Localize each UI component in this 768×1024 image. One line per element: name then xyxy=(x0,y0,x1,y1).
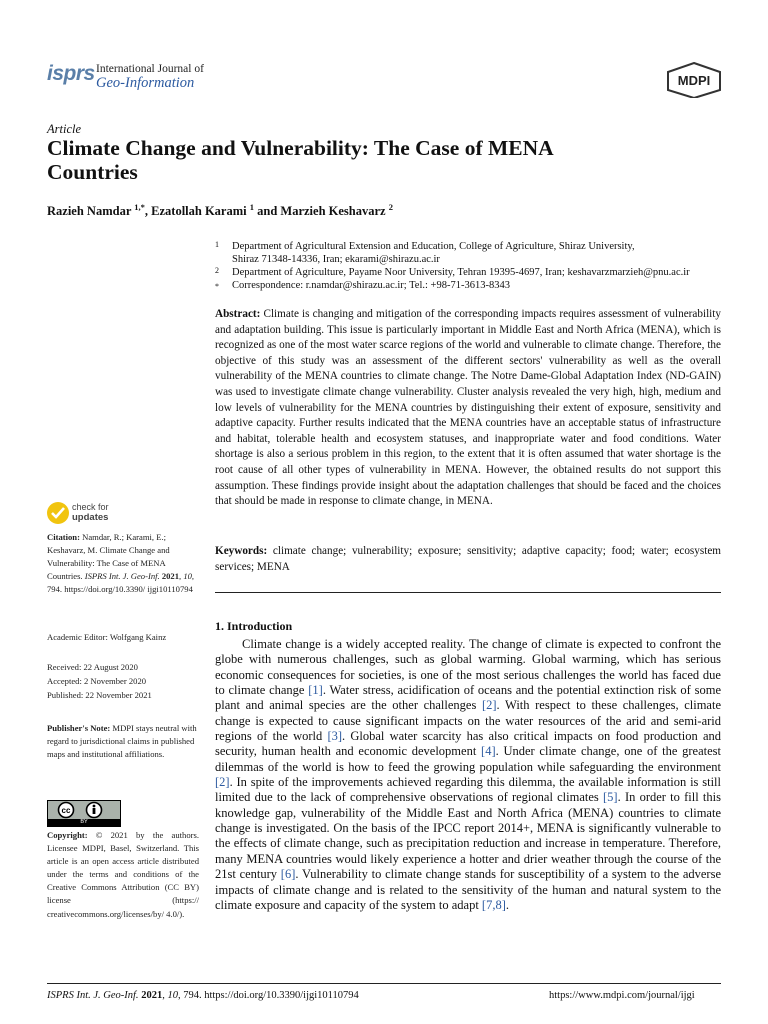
published-date: Published: 22 November 2021 xyxy=(47,690,152,700)
author-name: Ezatollah Karami xyxy=(151,204,247,219)
citation-journal: ISPRS Int. J. Geo-Inf. xyxy=(84,571,160,582)
affiliation-mark: 1 xyxy=(215,240,219,249)
cc-by-label: BY xyxy=(48,819,120,826)
citation-volume: 10 xyxy=(183,571,192,582)
citation-link[interactable]: [1] xyxy=(308,683,323,698)
check-label-line2: updates xyxy=(72,512,109,523)
check-for-updates-badge[interactable] xyxy=(47,502,167,528)
citation-link[interactable]: [2] xyxy=(215,775,230,790)
author-name: Razieh Namdar xyxy=(47,204,132,219)
journal-name-line1: International Journal of xyxy=(96,63,204,75)
author-name: Marzieh Keshavarz xyxy=(280,204,386,219)
abstract xyxy=(215,307,721,510)
check-label-line1: check for xyxy=(72,502,109,512)
keywords-text: climate change; vulnerability; exposure; sensitivity; adaptive capacity; food; water; ecosystem services; MENA xyxy=(215,545,721,573)
author-sup: 1,* xyxy=(134,202,145,212)
checkmark-icon xyxy=(47,502,69,524)
abstract-text: Climate is changing and mitigation of the corresponding impacts requires assessment of vulnerability and adaptation building. This issue is particularly important in Middle East and North Africa (MENA), which is recognized as one of the most water scarce regions of the world and vulnerable to climate change. Therefore, the objective of this study was an assessment of the different sectors' vulnerability as well as the overall vulnerability of the MENA countries to climate change. The Notre Dame-Global Adaptation Index (ND-GAIN) was used to investigate climate change vulnerability. Cluster analysis revealed the very high, high, medium and low levels of vulnerability for the MENA countries by distinguishing their extent of exposure, sensitivity and adaptive capacity. Further results indicated that the MENA countries have an acceptable status of infrastructure and habitat, tolerable health and ecosystem statuses, and inappropriate water and food conditions. Water shortage is also a serious problem in this region, to the extent that it is often assumed that water shortage is the root cause of all other types of vulnerability in MENA. However, the obtained results do not support this assumption. These findings provide insight about the adaptation challenges that should be faced and the choices that should be made in response to climate change, in MENA. xyxy=(215,308,721,508)
affiliation-text: Correspondence: r.namdar@shirazu.ac.ir; Tel.: +98-71-3613-8343 xyxy=(232,280,510,291)
footer-volume: 10 xyxy=(167,990,178,1001)
mdpi-logo-text: MDPI xyxy=(677,73,711,88)
academic-editor: Academic Editor: Wolfgang Kainz xyxy=(47,632,167,642)
copyright-text: © 2021 by the authors. Licensee MDPI, Basel, Switzerland. This article is an open access article distributed under the terms and conditions of the Creative Commons Attribution (CC BY) license (https:// creativecommons.org/licenses/by/ 4.0/). xyxy=(47,830,199,919)
affiliation-text: Shiraz 71348-14336, Iran; ekarami@shirazu.ac.ir xyxy=(232,254,440,265)
footer-year: 2021 xyxy=(141,990,163,1001)
author-sup: 2 xyxy=(388,202,393,212)
journal-name-line2: Geo-Information xyxy=(96,75,195,91)
received-date: Received: 22 August 2020 xyxy=(47,662,138,672)
intro-paragraph: Climate change is a widely accepted reality. The change of climate is expected to confront the globe with numerous challenges, such as global warming. Global warming, which has serious economic consequences for societies, is one of the most serious challenges the world has faced due to climate change [1]. Water stress, acidification of oceans and the potential extinction risk of some plant and animal species are the other challenges [2]. With respect to these challenges, climate change is expected to cause significant impacts on the water resources of the arid and semi-arid regions of the world [3]. Global water scarcity has also critical impacts on food production and security, human health and economic development [4]. Under climate change, one of the greatest dilemmas of the world is how to feed the growing population while safeguarding the environment [2]. In spite of the improvements achieved regarding this dilemma, the available information is still limited due to the lack of comprehensive observations of regional climates [5]. In order to fill this knowledge gap, vulnerability of the Middle East and North Africa (MENA) countries to climate change is investigated. On the basis of the IPCC report 2014+, MENA is significantly vulnerable to the effects of climate change, such as precipitation reduction and increase in temperature. Therefore, many MENA countries would likely experience a hotter and drier weather through the course of the 21st century [6]. Vulnerability to climate change stands for susceptibility of a system to the adverse impacts of climate change and is related to the sensitivity of the human and natural system to the climate exposure and capacity of the system to adapt [7,8]. xyxy=(215,637,722,912)
footer-journal-url[interactable]: https://www.mdpi.com/journal/ijgi xyxy=(549,990,695,1001)
journal-logo: isprs xyxy=(47,62,95,85)
citation-doi[interactable]: , 794. https://doi.org/10.3390/ ijgi10110794 xyxy=(47,571,195,595)
abstract-label: Abstract: xyxy=(215,308,261,320)
section-divider xyxy=(215,592,721,593)
publisher-note xyxy=(47,722,199,761)
citation-link[interactable]: 8] xyxy=(495,897,506,912)
citation-text: Namdar, R.; Karami, E.; Keshavarz, M. Climate Change and Vulnerability: The Case of MENA Countries. xyxy=(47,532,170,582)
footer-divider xyxy=(47,983,721,984)
citation-link[interactable]: [5] xyxy=(603,790,618,805)
affiliation-text: Department of Agricultural Extension and Education, College of Agriculture, Shiraz University, xyxy=(232,241,635,252)
article-type: Article xyxy=(47,122,82,136)
citation-block: Citation: Namdar, R.; Karami, E.; Keshavarz, M. Climate Change and Vulnerability: The Case of MENA Countries. ISPRS Int. J. Geo-Inf. 2021, 10, 794. https://doi.org/10.3390/ ijgi10110794 xyxy=(47,532,195,595)
affiliation-mark: 2 xyxy=(215,266,219,275)
footer-citation: ISPRS Int. J. Geo-Inf. 2021, 10, 794. https://doi.org/10.3390/ijgi10110794 xyxy=(47,990,359,1001)
author-sup: 1 xyxy=(249,202,254,212)
mdpi-logo xyxy=(666,62,722,98)
cc-icon xyxy=(48,801,120,819)
copyright-notice xyxy=(47,829,199,921)
section-heading: 1. Introduction xyxy=(215,619,293,633)
citation-link[interactable]: [7, xyxy=(481,897,496,912)
citation-label: Citation: xyxy=(47,532,80,542)
author-list: Razieh Namdar $^{1,*}$, Ezatollah Karami $^1$ and Marzieh Keshavarz $^2$ xyxy=(47,202,393,219)
keywords-label: Keywords: xyxy=(215,545,268,557)
citation-link[interactable]: [4] xyxy=(481,744,496,759)
affiliation-mark: * xyxy=(215,282,219,291)
keywords xyxy=(215,544,721,575)
citation-year: 2021 xyxy=(161,571,180,582)
footer-journal: ISPRS Int. J. Geo-Inf. xyxy=(47,990,139,1001)
citation-link[interactable]: [3] xyxy=(327,729,343,744)
publisher-note-text: MDPI stays neutral with regard to jurisdictional claims in published maps and institutional affiliations. xyxy=(47,723,197,760)
affiliation-text: Department of Agriculture, Payame Noor University, Tehran 19395-4697, Iran; keshavarzmarzieh@pnu.ac.ir xyxy=(232,267,690,278)
publisher-note-label: Publisher's Note: xyxy=(47,723,111,733)
svg-text:cc: cc xyxy=(61,806,71,815)
cc-by-license-icon[interactable] xyxy=(47,800,121,827)
article-title: Climate Change and Vulnerability: The Case of MENA Countries xyxy=(47,136,553,184)
accepted-date: Accepted: 2 November 2020 xyxy=(47,676,147,686)
copyright-label: Copyright: xyxy=(47,830,88,840)
footer-doi[interactable]: , 794. https://doi.org/10.3390/ijgi10110794 xyxy=(177,990,359,1001)
citation-link[interactable]: [2] xyxy=(481,698,497,713)
citation-link[interactable]: [6] xyxy=(280,867,296,882)
